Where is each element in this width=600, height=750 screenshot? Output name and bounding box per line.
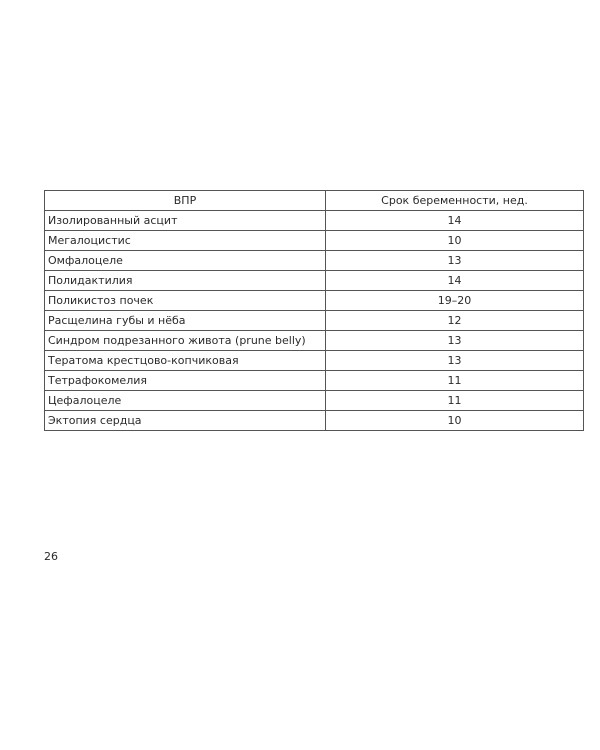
malformation-name: Синдром подрезанного живота (prune belly): [45, 331, 326, 351]
table-row: [45, 351, 584, 371]
malformation-table-container: [44, 190, 583, 431]
gestation-weeks: 10: [326, 231, 584, 251]
malformation-name: Изолированный асцит: [45, 211, 326, 231]
gestation-weeks: 10: [326, 411, 584, 431]
malformation-name: Омфалоцеле: [45, 251, 326, 271]
table-row: [45, 391, 584, 411]
malformation-name: Мегалоцистис: [45, 231, 326, 251]
table-row: [45, 291, 584, 311]
gestation-weeks: 13: [326, 351, 584, 371]
malformation-name: Расщелина губы и нёба: [45, 311, 326, 331]
table-row: [45, 211, 584, 231]
gestation-weeks: 14: [326, 211, 584, 231]
gestation-weeks: 11: [326, 391, 584, 411]
malformation-name: Эктопия сердца: [45, 411, 326, 431]
malformation-name: Полидактилия: [45, 271, 326, 291]
malformation-name: Поликистоз почек: [45, 291, 326, 311]
table-row: [45, 231, 584, 251]
table-row: [45, 251, 584, 271]
table-row: [45, 411, 584, 431]
malformation-name: Тетрафокомелия: [45, 371, 326, 391]
gestation-weeks: 13: [326, 331, 584, 351]
gestation-weeks: 12: [326, 311, 584, 331]
header-malformation: ВПР: [45, 191, 326, 211]
malformation-table: [44, 190, 584, 431]
gestation-weeks: 19–20: [326, 291, 584, 311]
gestation-weeks: 14: [326, 271, 584, 291]
page-number: 26: [44, 550, 58, 563]
table-row: [45, 331, 584, 351]
malformation-name: Цефалоцеле: [45, 391, 326, 411]
table-row: [45, 371, 584, 391]
table-header-row: [45, 191, 584, 211]
header-gestation-weeks: Срок беременности, нед.: [326, 191, 584, 211]
table-row: [45, 311, 584, 331]
malformation-name: Тератома крестцово-копчиковая: [45, 351, 326, 371]
gestation-weeks: 13: [326, 251, 584, 271]
table-row: [45, 271, 584, 291]
gestation-weeks: 11: [326, 371, 584, 391]
